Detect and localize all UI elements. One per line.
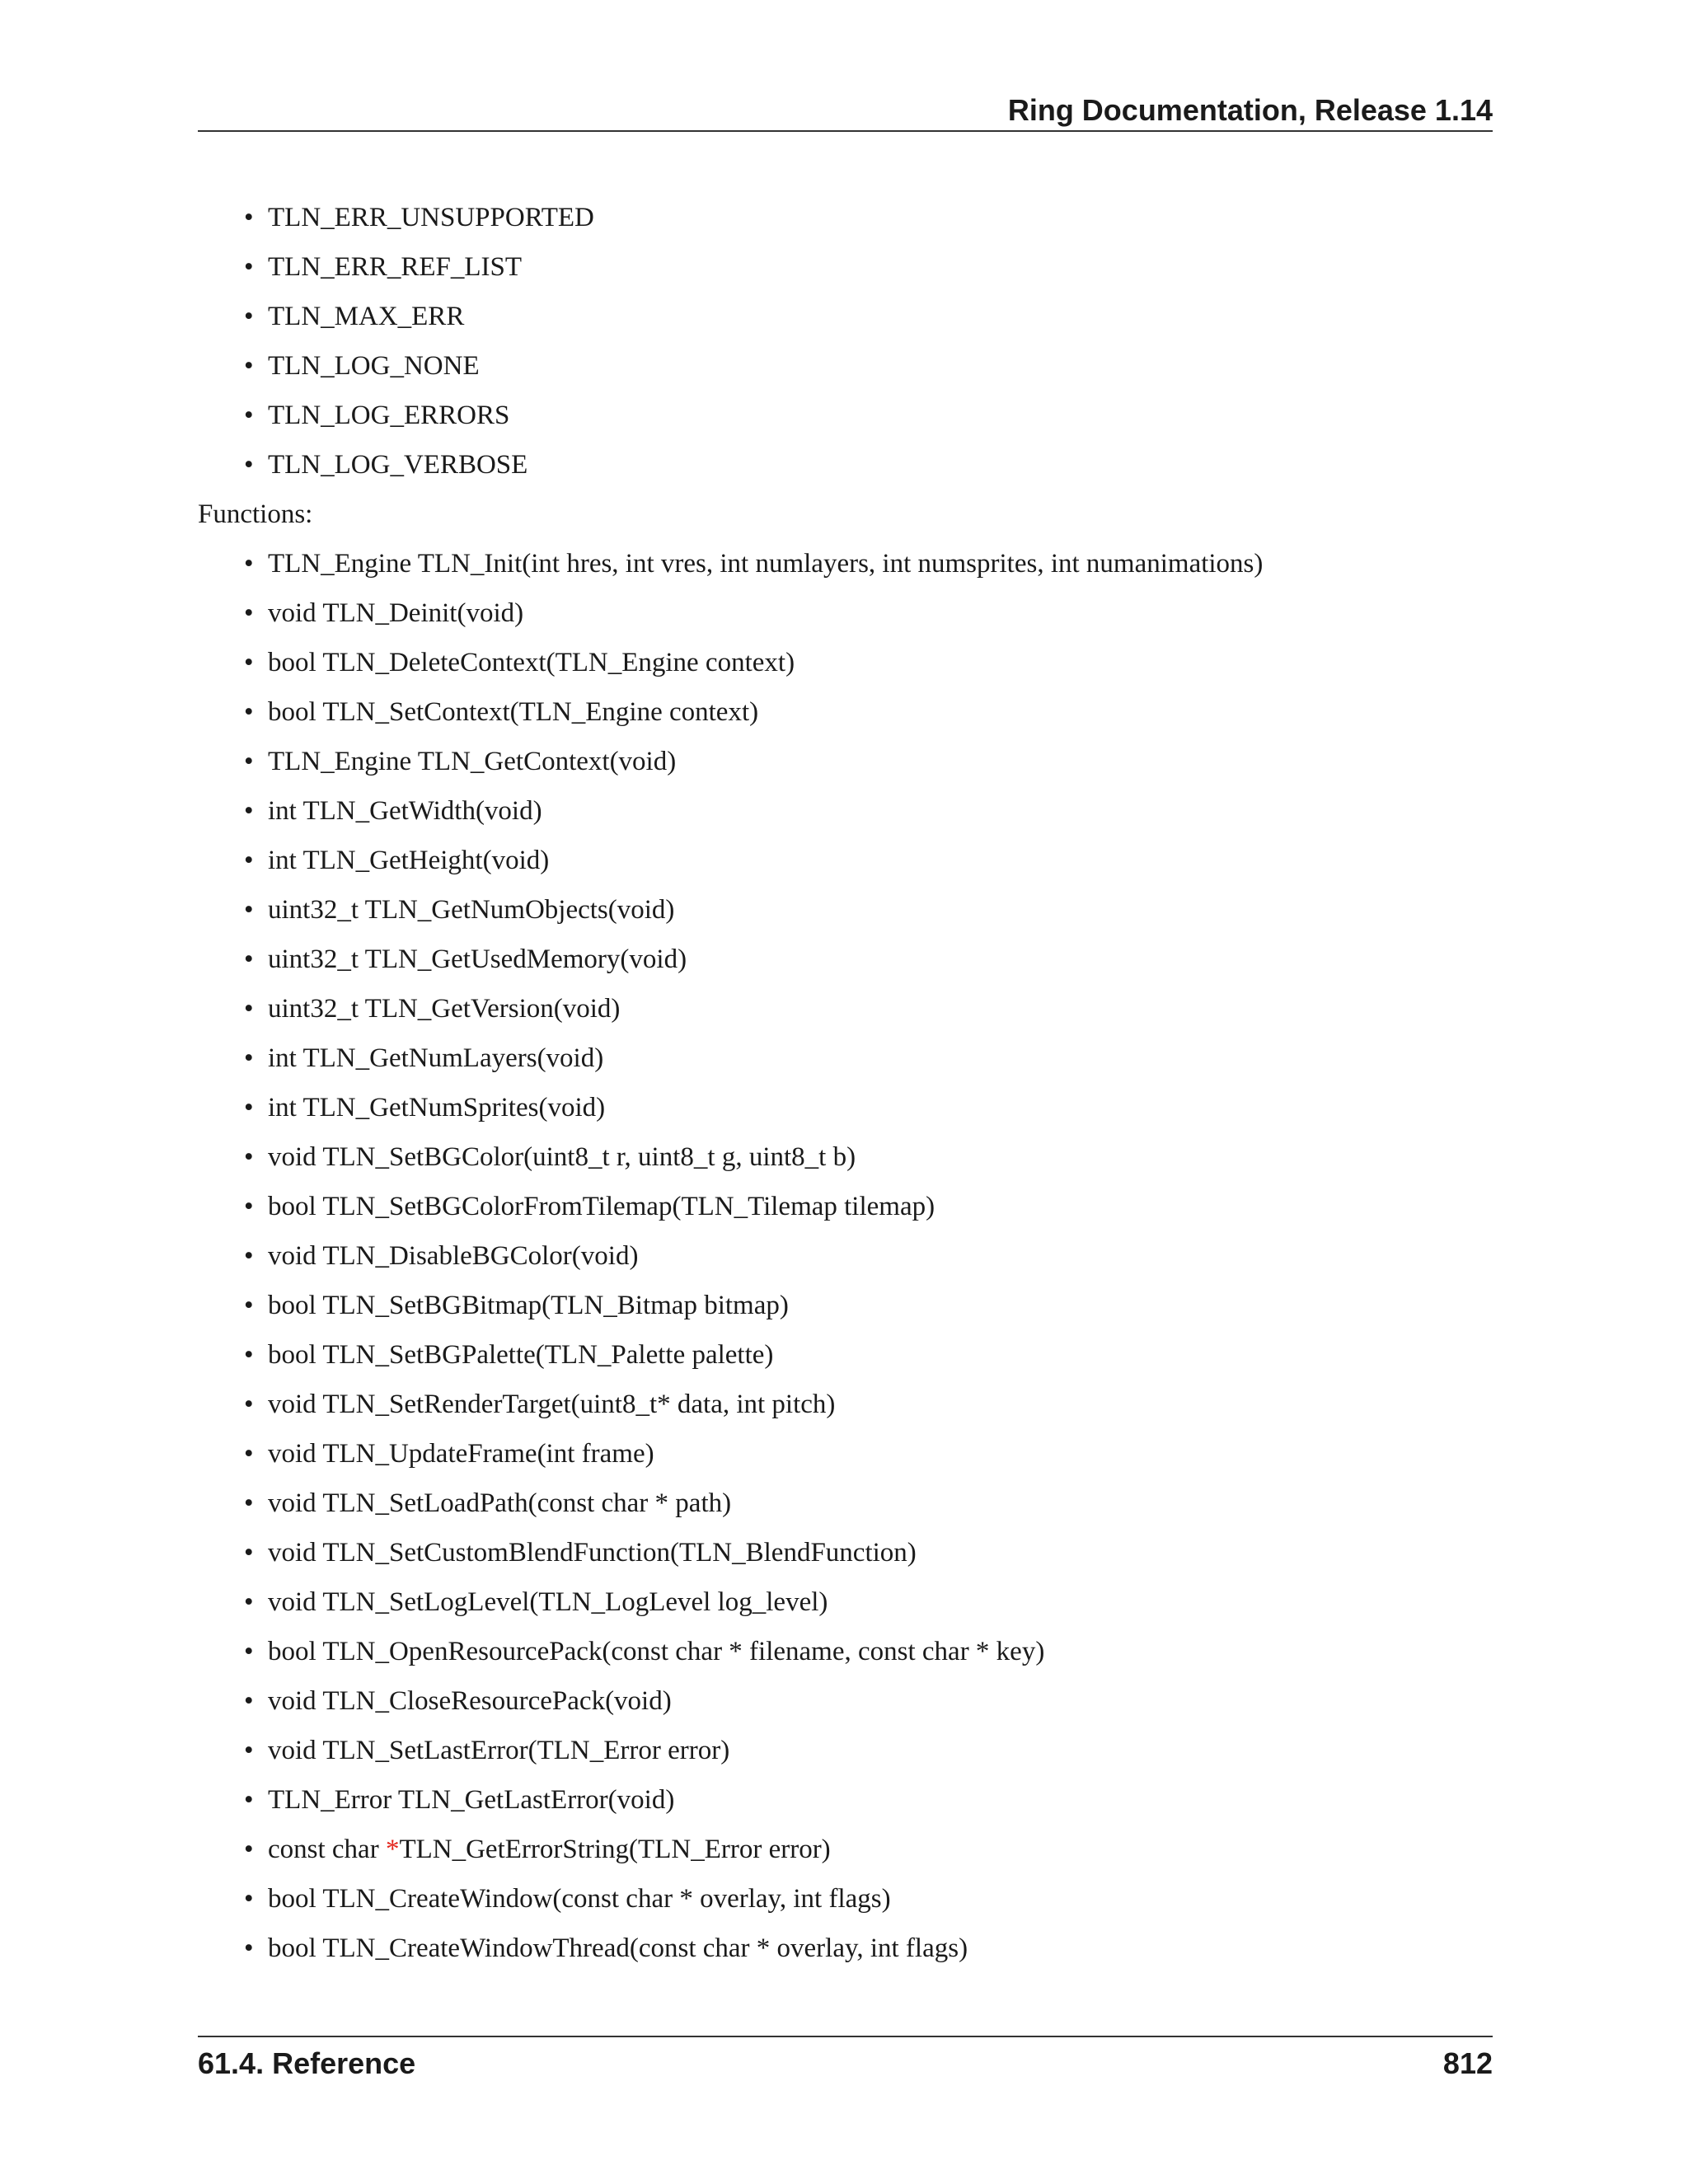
- list-item: [244, 836, 1263, 885]
- function-signature: TLN_Engine TLN_Init(int hres, int vres, int numlayers, int numsprites, int numanimations): [268, 549, 1264, 579]
- bullet: •: [244, 1933, 254, 1963]
- list-item: [244, 193, 594, 242]
- function-signature: uint32_t TLN_GetVersion(void): [268, 994, 621, 1024]
- function-signature: int TLN_GetNumSprites(void): [268, 1093, 606, 1122]
- bullet: •: [244, 944, 254, 974]
- footer-section-title: 61.4. Reference: [198, 2046, 416, 2080]
- list-item: [244, 1231, 1263, 1281]
- bullet: •: [244, 1142, 254, 1172]
- bullet: •: [244, 203, 254, 232]
- function-signature: TLN_Error TLN_GetLastError(void): [268, 1785, 675, 1815]
- bullet: •: [244, 697, 254, 727]
- function-signature-prefix: const char: [268, 1835, 386, 1864]
- constant-name: TLN_ERR_REF_LIST: [268, 252, 523, 282]
- list-item: [244, 737, 1263, 786]
- list-item: [244, 1281, 1263, 1330]
- bullet: •: [244, 747, 254, 776]
- function-signature-suffix: TLN_GetErrorString(TLN_Error error): [399, 1835, 831, 1864]
- list-item: [244, 1380, 1263, 1429]
- function-signature: void TLN_SetLoadPath(const char * path): [268, 1488, 732, 1518]
- function-signature: void TLN_DisableBGColor(void): [268, 1241, 639, 1271]
- list-item: [244, 1033, 1263, 1083]
- list-item: [244, 687, 1263, 737]
- list-item: [244, 935, 1263, 984]
- bullet: •: [244, 1439, 254, 1469]
- list-item: [244, 1479, 1263, 1528]
- header-rule: [198, 130, 1493, 132]
- function-signature: int TLN_GetNumLayers(void): [268, 1043, 604, 1073]
- functions-label: Functions:: [198, 499, 313, 529]
- list-item: [244, 391, 594, 440]
- list-item: [244, 885, 1263, 935]
- bullet: •: [244, 450, 254, 480]
- function-signature: void TLN_SetBGColor(uint8_t r, uint8_t g, uint8_t b): [268, 1142, 856, 1172]
- bullet: •: [244, 252, 254, 282]
- constant-name: TLN_LOG_ERRORS: [268, 401, 510, 430]
- function-signature: void TLN_SetRenderTarget(uint8_t* data, int pitch): [268, 1390, 836, 1419]
- list-item: [244, 1182, 1263, 1231]
- function-signature: void TLN_Deinit(void): [268, 598, 524, 628]
- list-item: [244, 1924, 1263, 1973]
- bullet: •: [244, 1736, 254, 1765]
- bullet: •: [244, 1043, 254, 1073]
- list-item: [244, 1132, 1263, 1182]
- bullet: •: [244, 1291, 254, 1320]
- bullet: •: [244, 1785, 254, 1815]
- function-signature: bool TLN_SetBGBitmap(TLN_Bitmap bitmap): [268, 1291, 789, 1320]
- function-signature: void TLN_UpdateFrame(int frame): [268, 1439, 654, 1469]
- bullet: •: [244, 549, 254, 579]
- bullet: •: [244, 1241, 254, 1271]
- list-item: [244, 1330, 1263, 1380]
- list-item: [244, 1429, 1263, 1479]
- list-item: [244, 1676, 1263, 1726]
- constants-list: [244, 193, 594, 490]
- bullet: •: [244, 401, 254, 430]
- list-item: [244, 984, 1263, 1033]
- list-item: [244, 588, 1263, 638]
- list-item: [244, 440, 594, 490]
- list-item: [244, 341, 594, 391]
- bullet: •: [244, 1835, 254, 1864]
- list-item: [244, 1726, 1263, 1775]
- function-signature: void TLN_SetLastError(TLN_Error error): [268, 1736, 730, 1765]
- function-signature: void TLN_CloseResourcePack(void): [268, 1686, 672, 1716]
- function-signature: bool TLN_SetContext(TLN_Engine context): [268, 697, 759, 727]
- bullet: •: [244, 1093, 254, 1122]
- bullet: •: [244, 1686, 254, 1716]
- bullet: •: [244, 1340, 254, 1370]
- functions-list: [244, 539, 1263, 1973]
- list-item: [244, 786, 1263, 836]
- bullet: •: [244, 846, 254, 875]
- function-signature: uint32_t TLN_GetNumObjects(void): [268, 895, 675, 925]
- list-item: [244, 1577, 1263, 1627]
- function-signature: int TLN_GetWidth(void): [268, 796, 542, 826]
- bullet: •: [244, 895, 254, 925]
- list-item: [244, 242, 594, 292]
- bullet: •: [244, 1390, 254, 1419]
- bullet: •: [244, 994, 254, 1024]
- list-item: [244, 1874, 1263, 1924]
- running-header-title: Ring Documentation, Release 1.14: [1007, 93, 1493, 127]
- bullet: •: [244, 1587, 254, 1617]
- function-signature: int TLN_GetHeight(void): [268, 846, 550, 875]
- list-item: [244, 292, 594, 341]
- error-mark-star: *: [385, 1835, 400, 1864]
- function-signature: bool TLN_OpenResourcePack(const char * filename, const char * key): [268, 1637, 1045, 1666]
- bullet: •: [244, 351, 254, 381]
- bullet: •: [244, 648, 254, 677]
- bullet: •: [244, 1884, 254, 1914]
- function-signature: uint32_t TLN_GetUsedMemory(void): [268, 944, 687, 974]
- list-item: [244, 638, 1263, 687]
- constant-name: TLN_ERR_UNSUPPORTED: [268, 203, 594, 232]
- function-signature: bool TLN_CreateWindow(const char * overlay, int flags): [268, 1884, 891, 1914]
- list-item: [244, 1528, 1263, 1577]
- list-item: [244, 1627, 1263, 1676]
- footer-rule: [198, 2036, 1493, 2037]
- list-item: [244, 1775, 1263, 1825]
- bullet: •: [244, 302, 254, 331]
- list-item: [244, 539, 1263, 588]
- constant-name: TLN_LOG_VERBOSE: [268, 450, 528, 480]
- bullet: •: [244, 1538, 254, 1568]
- page-number: 812: [1442, 2046, 1493, 2080]
- function-signature: void TLN_SetCustomBlendFunction(TLN_BlendFunction): [268, 1538, 917, 1568]
- bullet: •: [244, 1488, 254, 1518]
- bullet: •: [244, 796, 254, 826]
- function-signature: bool TLN_CreateWindowThread(const char * overlay, int flags): [268, 1933, 968, 1963]
- bullet: •: [244, 598, 254, 628]
- bullet: •: [244, 1192, 254, 1221]
- list-item: [244, 1083, 1263, 1132]
- function-signature: void TLN_SetLogLevel(TLN_LogLevel log_level): [268, 1587, 828, 1617]
- function-signature: bool TLN_SetBGColorFromTilemap(TLN_Tilemap tilemap): [268, 1192, 935, 1221]
- constant-name: TLN_MAX_ERR: [268, 302, 465, 331]
- list-item: [244, 1825, 1263, 1874]
- function-signature: bool TLN_DeleteContext(TLN_Engine context): [268, 648, 795, 677]
- function-signature: bool TLN_SetBGPalette(TLN_Palette palette): [268, 1340, 774, 1370]
- bullet: •: [244, 1637, 254, 1666]
- constant-name: TLN_LOG_NONE: [268, 351, 480, 381]
- function-signature: TLN_Engine TLN_GetContext(void): [268, 747, 677, 776]
